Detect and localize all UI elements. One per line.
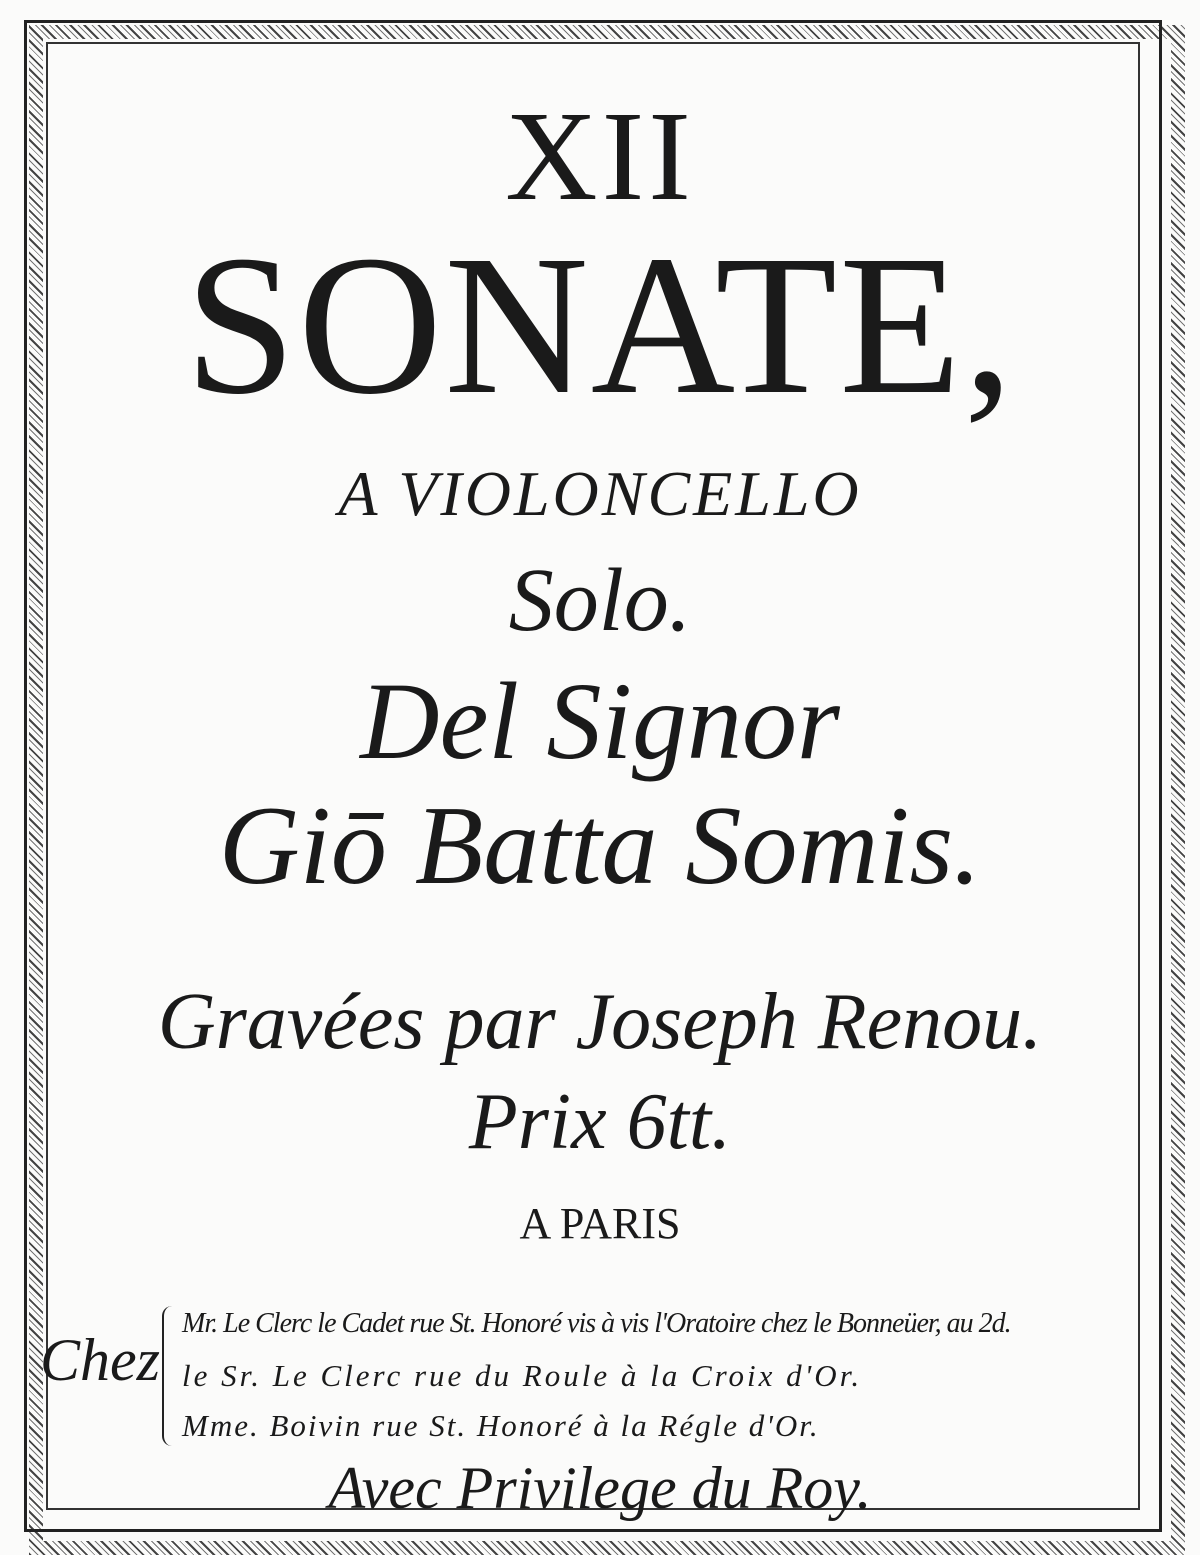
chez-label: Chez — [40, 1327, 160, 1393]
instrument-line: A VIOLONCELLO — [338, 458, 862, 529]
address-line: Mr. Le Clerc le Cadet rue St. Honoré vis à vis l'Oratoire chez le Bonneüer, au 2d. — [182, 1308, 1011, 1339]
by-line: Del Signor — [360, 660, 840, 782]
address-line: Mme. Boivin rue St. Honoré à la Régle d'Or. — [182, 1408, 820, 1443]
privilege-line: Avec Privilege du Roy. — [328, 1455, 872, 1521]
city-line: A PARIS — [519, 1199, 681, 1248]
price-line: Prix 6tt. — [468, 1078, 732, 1166]
composer-name: Giō Batta Somis. — [218, 784, 982, 908]
address-line: le Sr. Le Clerc rue du Roule à la Croix d'Or. — [182, 1358, 863, 1393]
opus-number: XII — [505, 85, 695, 227]
main-title: SONATE, — [184, 215, 1016, 436]
solo-line: Solo. — [508, 551, 692, 650]
engraver-line: Gravées par Joseph Renou. — [157, 978, 1043, 1066]
brace — [162, 1306, 174, 1446]
